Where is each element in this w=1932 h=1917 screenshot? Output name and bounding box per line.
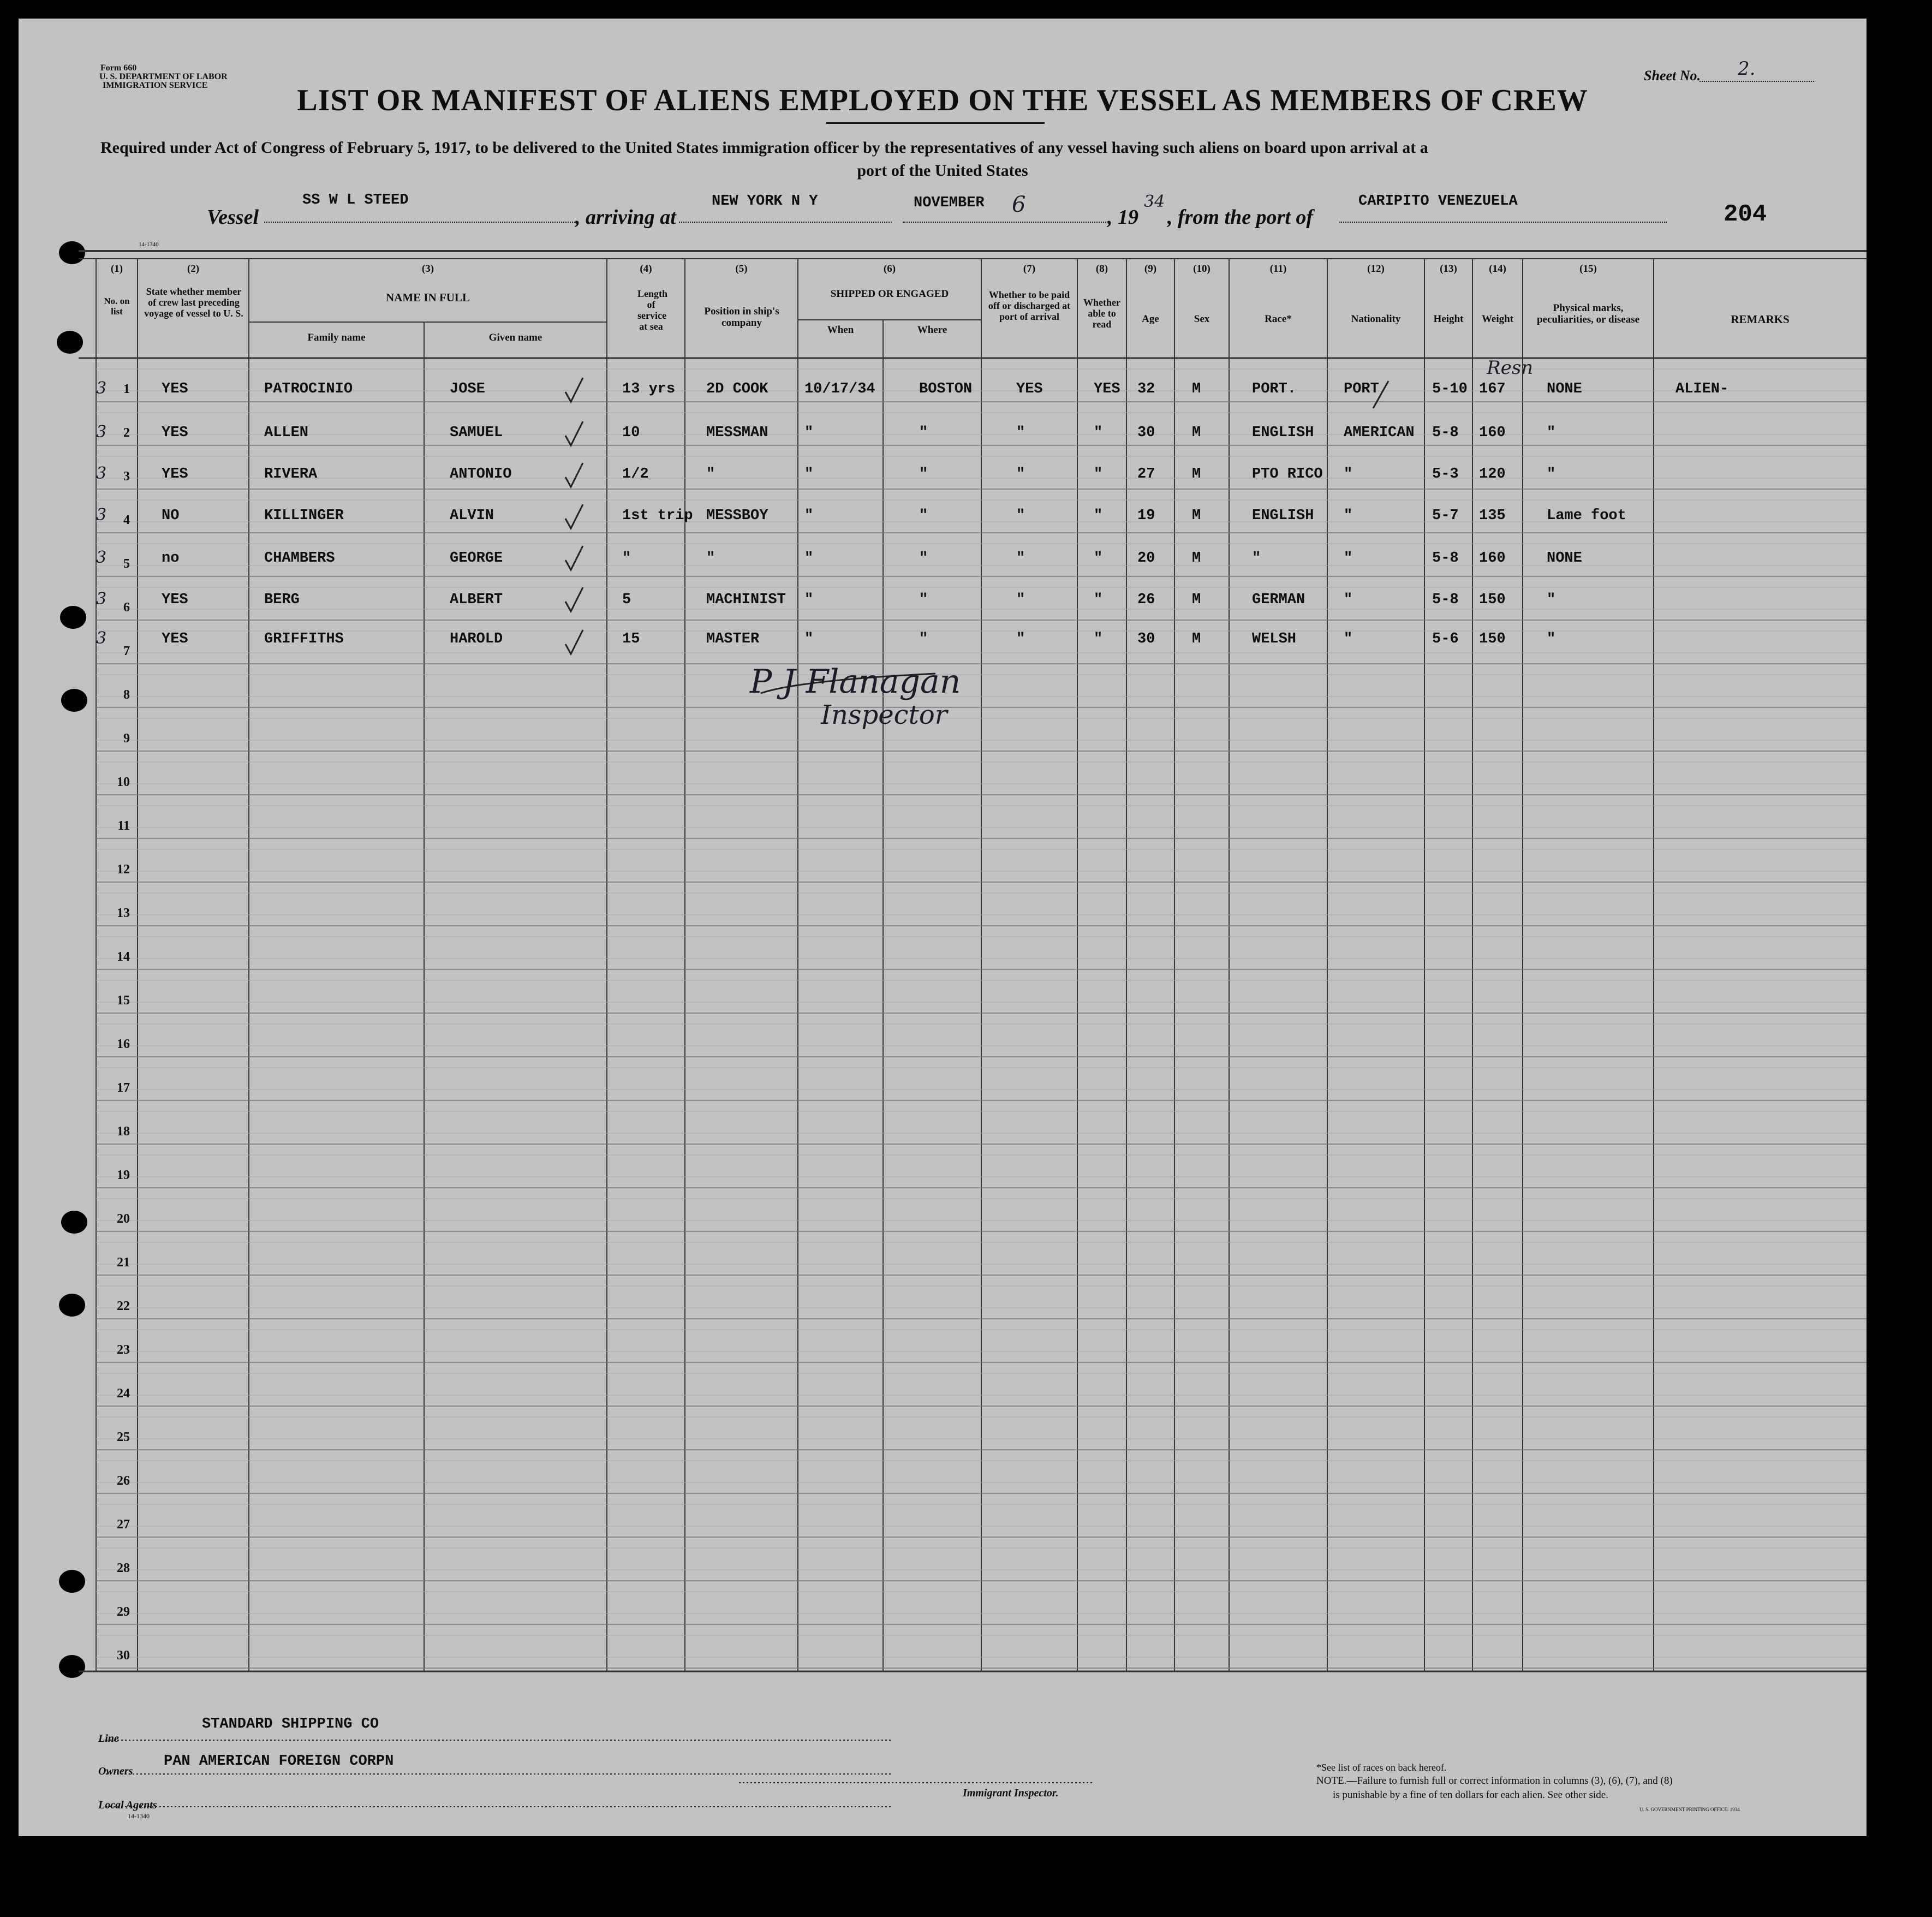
line-company: STANDARD SHIPPING CO — [202, 1716, 379, 1733]
given-name-cell: ALVIN — [450, 508, 494, 524]
arriving-port: NEW YORK N Y — [712, 193, 818, 210]
height-cell: 5-8 — [1432, 425, 1459, 441]
given-name-cell: ANTONIO — [450, 466, 512, 483]
row-number: 10 — [117, 775, 130, 789]
physical-marks-cell: " — [1547, 631, 1556, 647]
row-number: 23 — [117, 1343, 130, 1357]
print-code-bottom: 14-1340 — [128, 1812, 150, 1820]
nationality-cell: AMERICAN — [1344, 425, 1415, 441]
paid-off-cell: " — [1016, 508, 1025, 524]
row-number-prefix: 3 — [96, 505, 107, 525]
physical-marks-cell: " — [1547, 592, 1556, 608]
race-cell: " — [1252, 550, 1261, 567]
nationality-cell: " — [1344, 631, 1353, 647]
age-cell: 20 — [1137, 550, 1155, 567]
row-number: 3 — [123, 469, 130, 484]
row-number: 7 — [123, 644, 130, 658]
col9-header: Age — [1142, 313, 1159, 325]
row-number: 1 — [123, 382, 130, 396]
col4-number: (4) — [640, 263, 652, 275]
age-cell: 19 — [1137, 508, 1155, 524]
arrival-day: 6 — [1012, 192, 1026, 217]
position-cell: " — [706, 466, 715, 483]
nationality-cell: " — [1344, 466, 1353, 483]
able-to-read-cell: " — [1094, 592, 1103, 608]
row-number: 28 — [117, 1561, 130, 1575]
row-number: 20 — [117, 1212, 130, 1226]
shipped-where-cell: " — [919, 550, 928, 567]
from-port: CARIPITO VENEZUELA — [1358, 193, 1518, 210]
position-cell: MESSBOY — [706, 508, 768, 524]
col2-number: (2) — [187, 263, 200, 275]
service-length-cell: 10 — [622, 425, 640, 441]
shipped-where-cell: BOSTON — [919, 381, 973, 397]
sex-cell: M — [1192, 425, 1201, 441]
col10-number: (10) — [1193, 263, 1211, 275]
col13-header: Height — [1433, 313, 1464, 325]
given-name-cell: JOSE — [450, 381, 485, 397]
able-to-read-cell: " — [1094, 550, 1103, 567]
sheet-number: 2. — [1738, 58, 1756, 80]
height-cell: 5-10 — [1432, 381, 1468, 397]
paid-off-cell: " — [1016, 592, 1025, 608]
inspector-signature-title: Inspector — [821, 700, 947, 730]
col2-header: State whether member of crew last preceding voyage of vessel to U. S. — [144, 286, 243, 319]
last-voyage-cell: no — [162, 550, 180, 567]
owners-company: PAN AMERICAN FOREIGN CORPN — [164, 1753, 394, 1770]
service-length-cell: 15 — [622, 631, 640, 647]
height-cell: 5-6 — [1432, 631, 1459, 647]
races-note: *See list of races on back hereof. — [1316, 1762, 1447, 1773]
arrival-month: NOVEMBER — [914, 195, 985, 211]
row-number: 5 — [123, 557, 130, 571]
weight-cell: 167 — [1479, 381, 1506, 397]
row-number: 17 — [117, 1081, 130, 1095]
family-name-cell: ALLEN — [264, 425, 309, 441]
col11-header: Race* — [1265, 313, 1292, 325]
family-name-header: Family name — [307, 332, 366, 343]
weight-cell: 160 — [1479, 425, 1506, 441]
col6-header: SHIPPED OR ENGAGED — [830, 288, 949, 300]
service-length-cell: 1st trip — [622, 508, 693, 524]
given-name-cell: GEORGE — [450, 550, 503, 567]
paid-off-cell: " — [1016, 425, 1025, 441]
shipped-when-cell: " — [804, 425, 814, 441]
family-name-cell: BERG — [264, 592, 300, 608]
physical-marks-cell: NONE — [1547, 550, 1582, 567]
weight-cell: 150 — [1479, 592, 1506, 608]
age-cell: 30 — [1137, 631, 1155, 647]
col8-number: (8) — [1095, 263, 1108, 275]
col15-header: Physical marks, peculiarities, or disease — [1536, 302, 1640, 326]
service-length-cell: " — [622, 550, 631, 567]
nationality-annotation: Resn — [1487, 357, 1534, 379]
col6-number: (6) — [883, 263, 896, 275]
penalty-note-line2: is punishable by a fine of ten dollars for each alien. See other side. — [1333, 1789, 1608, 1801]
family-name-cell: RIVERA — [264, 466, 318, 483]
penalty-note-line1: NOTE.—Failure to furnish full or correct information in columns (3), (6), (7), and (8) — [1316, 1775, 1673, 1787]
age-cell: 27 — [1137, 466, 1155, 483]
row-number: 12 — [117, 862, 130, 877]
subtitle-line2: port of the United States — [857, 162, 1028, 180]
col1-header: No. on list — [104, 296, 130, 317]
race-cell: WELSH — [1252, 631, 1297, 647]
physical-marks-cell: Lame foot — [1547, 508, 1626, 524]
able-to-read-cell: " — [1094, 508, 1103, 524]
col9-number: (9) — [1144, 263, 1157, 275]
position-cell: MACHINIST — [706, 592, 786, 608]
sex-cell: M — [1192, 592, 1201, 608]
nationality-cell: " — [1344, 550, 1353, 567]
height-cell: 5-7 — [1432, 508, 1459, 524]
race-cell: GERMAN — [1252, 592, 1305, 608]
stamp-number: 204 — [1724, 201, 1767, 228]
when-header: When — [827, 324, 854, 336]
col12-header: Nationality — [1351, 313, 1401, 325]
last-voyage-cell: YES — [162, 466, 188, 483]
family-name-cell: KILLINGER — [264, 508, 344, 524]
physical-marks-cell: " — [1547, 425, 1556, 441]
last-voyage-cell: YES — [162, 631, 188, 647]
shipped-when-cell: 10/17/34 — [804, 381, 875, 397]
shipped-when-cell: " — [804, 508, 814, 524]
nationality-cell: PORT — [1344, 381, 1379, 397]
col7-number: (7) — [1023, 263, 1036, 275]
row-number: 2 — [123, 426, 130, 440]
last-voyage-cell: YES — [162, 381, 188, 397]
row-number: 24 — [117, 1386, 130, 1401]
row-number: 29 — [117, 1605, 130, 1619]
age-cell: 30 — [1137, 425, 1155, 441]
col14-number: (14) — [1489, 263, 1506, 275]
shipped-when-cell: " — [804, 631, 814, 647]
able-to-read-cell: " — [1094, 425, 1103, 441]
race-cell: PTO RICO — [1252, 466, 1323, 483]
position-cell: " — [706, 550, 715, 567]
nationality-cell: " — [1344, 592, 1353, 608]
service-length-cell: 5 — [622, 592, 631, 608]
row-number: 30 — [117, 1648, 130, 1663]
manifest-sheet — [19, 19, 1867, 1836]
col1-number: (1) — [110, 263, 123, 275]
inspector-signature: P J Flanagan — [750, 663, 961, 701]
row-number: 27 — [117, 1517, 130, 1532]
shipped-when-cell: " — [804, 550, 814, 567]
sex-cell: M — [1192, 381, 1201, 397]
department-name: U. S. DEPARTMENT OF LABOR — [99, 72, 228, 81]
owners-label: Owners — [98, 1765, 133, 1777]
row-number: 11 — [117, 819, 130, 833]
race-cell: PORT. — [1252, 381, 1297, 397]
sex-cell: M — [1192, 508, 1201, 524]
row-number: 15 — [117, 993, 130, 1008]
shipped-when-cell: " — [804, 592, 814, 608]
given-name-cell: SAMUEL — [450, 425, 503, 441]
family-name-cell: PATROCINIO — [264, 381, 353, 397]
row-number: 4 — [123, 513, 130, 527]
paid-off-cell: " — [1016, 550, 1025, 567]
row-number-prefix: 3 — [96, 548, 107, 567]
last-voyage-cell: YES — [162, 425, 188, 441]
able-to-read-cell: " — [1094, 466, 1103, 483]
height-cell: 5-8 — [1432, 592, 1459, 608]
vessel-name: SS W L STEED — [302, 192, 409, 209]
family-name-cell: CHAMBERS — [264, 550, 335, 567]
col7-header: Whether to be paid off or discharged at port of arrival — [988, 289, 1071, 323]
race-cell: ENGLISH — [1252, 508, 1314, 524]
from-port-label: , from the port of — [1167, 206, 1314, 229]
able-to-read-cell: " — [1094, 631, 1103, 647]
shipped-where-cell: " — [919, 466, 928, 483]
col11-number: (11) — [1269, 263, 1287, 275]
shipped-where-cell: " — [919, 508, 928, 524]
weight-cell: 135 — [1479, 508, 1506, 524]
vessel-label: Vessel — [207, 206, 259, 229]
row-number: 22 — [117, 1299, 130, 1313]
remarks-cell: ALIEN- — [1675, 381, 1729, 397]
nationality-cell: " — [1344, 508, 1353, 524]
col3-number: (3) — [421, 263, 434, 275]
given-name-cell: HAROLD — [450, 631, 503, 647]
col14-header: Weight — [1481, 313, 1514, 325]
physical-marks-cell: NONE — [1547, 381, 1582, 397]
print-code-top: 14-1340 — [139, 241, 159, 248]
paid-off-cell: " — [1016, 466, 1025, 483]
family-name-cell: GRIFFITHS — [264, 631, 344, 647]
local-agents-label: Local Agents — [98, 1799, 157, 1811]
row-number-prefix: 3 — [96, 379, 107, 398]
able-to-read-cell: YES — [1094, 381, 1120, 397]
shipped-when-cell: " — [804, 466, 814, 483]
row-number-prefix: 3 — [96, 629, 107, 648]
age-cell: 32 — [1137, 381, 1155, 397]
row-number-prefix: 3 — [96, 590, 107, 609]
race-cell: ENGLISH — [1252, 425, 1314, 441]
arrival-year: 34 — [1144, 192, 1165, 211]
col12-number: (12) — [1367, 263, 1385, 275]
immigrant-inspector-label: Immigrant Inspector. — [963, 1787, 1059, 1799]
col3-header: NAME IN FULL — [385, 291, 470, 304]
row-number: 6 — [123, 600, 130, 615]
row-number: 21 — [117, 1255, 130, 1270]
where-header: Where — [917, 324, 947, 336]
shipped-where-cell: " — [919, 631, 928, 647]
row-number: 8 — [123, 688, 130, 702]
paid-off-cell: YES — [1016, 381, 1043, 397]
row-number: 9 — [123, 731, 130, 746]
position-cell: 2D COOK — [706, 381, 768, 397]
height-cell: 5-3 — [1432, 466, 1459, 483]
line-label: Line — [98, 1733, 119, 1745]
form-number: Form 660 — [100, 63, 137, 73]
col4-header: Length of service at sea — [637, 288, 668, 332]
given-name-cell: ALBERT — [450, 592, 503, 608]
position-cell: MASTER — [706, 631, 760, 647]
printing-office: U. S. GOVERNMENT PRINTING OFFICE: 1934 — [1639, 1807, 1740, 1812]
row-number: 13 — [117, 906, 130, 920]
page-title: LIST OR MANIFEST OF ALIENS EMPLOYED ON THE VESSEL AS MEMBERS OF CREW — [297, 84, 1588, 117]
row-number-prefix: 3 — [96, 464, 107, 483]
row-number: 14 — [117, 950, 130, 964]
given-name-header: Given name — [488, 332, 542, 343]
sex-cell: M — [1192, 466, 1201, 483]
shipped-where-cell: " — [919, 425, 928, 441]
weight-cell: 160 — [1479, 550, 1506, 567]
row-number: 19 — [117, 1168, 130, 1182]
subtitle-line1: Required under Act of Congress of February 5, 1917, to be delivered to the United States immigration officer by the representatives of any vessel having such aliens on board upon arrival at a — [100, 139, 1428, 157]
sex-cell: M — [1192, 550, 1201, 567]
sex-cell: M — [1192, 631, 1201, 647]
col5-number: (5) — [735, 263, 748, 275]
col15-number: (15) — [1579, 263, 1597, 275]
year-prefix: , 19 — [1107, 206, 1138, 229]
arriving-label: , arriving at — [575, 206, 676, 229]
row-number: 26 — [117, 1474, 130, 1488]
row-number-prefix: 3 — [96, 422, 107, 442]
position-cell: MESSMAN — [706, 425, 768, 441]
row-number: 16 — [117, 1037, 130, 1051]
row-number: 25 — [117, 1430, 130, 1444]
weight-cell: 150 — [1479, 631, 1506, 647]
col10-header: Sex — [1194, 313, 1210, 325]
shipped-where-cell: " — [919, 592, 928, 608]
last-voyage-cell: YES — [162, 592, 188, 608]
paid-off-cell: " — [1016, 631, 1025, 647]
col8-header: Whether able to read — [1083, 297, 1120, 330]
sheet-label: Sheet No. — [1644, 68, 1701, 84]
last-voyage-cell: NO — [162, 508, 180, 524]
col5-header: Position in ship's company — [704, 306, 779, 329]
service-length-cell: 1/2 — [622, 466, 649, 483]
age-cell: 26 — [1137, 592, 1155, 608]
remarks-header: REMARKS — [1731, 313, 1790, 326]
col13-number: (13) — [1440, 263, 1457, 275]
row-number: 18 — [117, 1124, 130, 1139]
service-length-cell: 13 yrs — [622, 381, 676, 397]
weight-cell: 120 — [1479, 466, 1506, 483]
service-name: IMMIGRATION SERVICE — [103, 81, 208, 90]
height-cell: 5-8 — [1432, 550, 1459, 567]
physical-marks-cell: " — [1547, 466, 1556, 483]
